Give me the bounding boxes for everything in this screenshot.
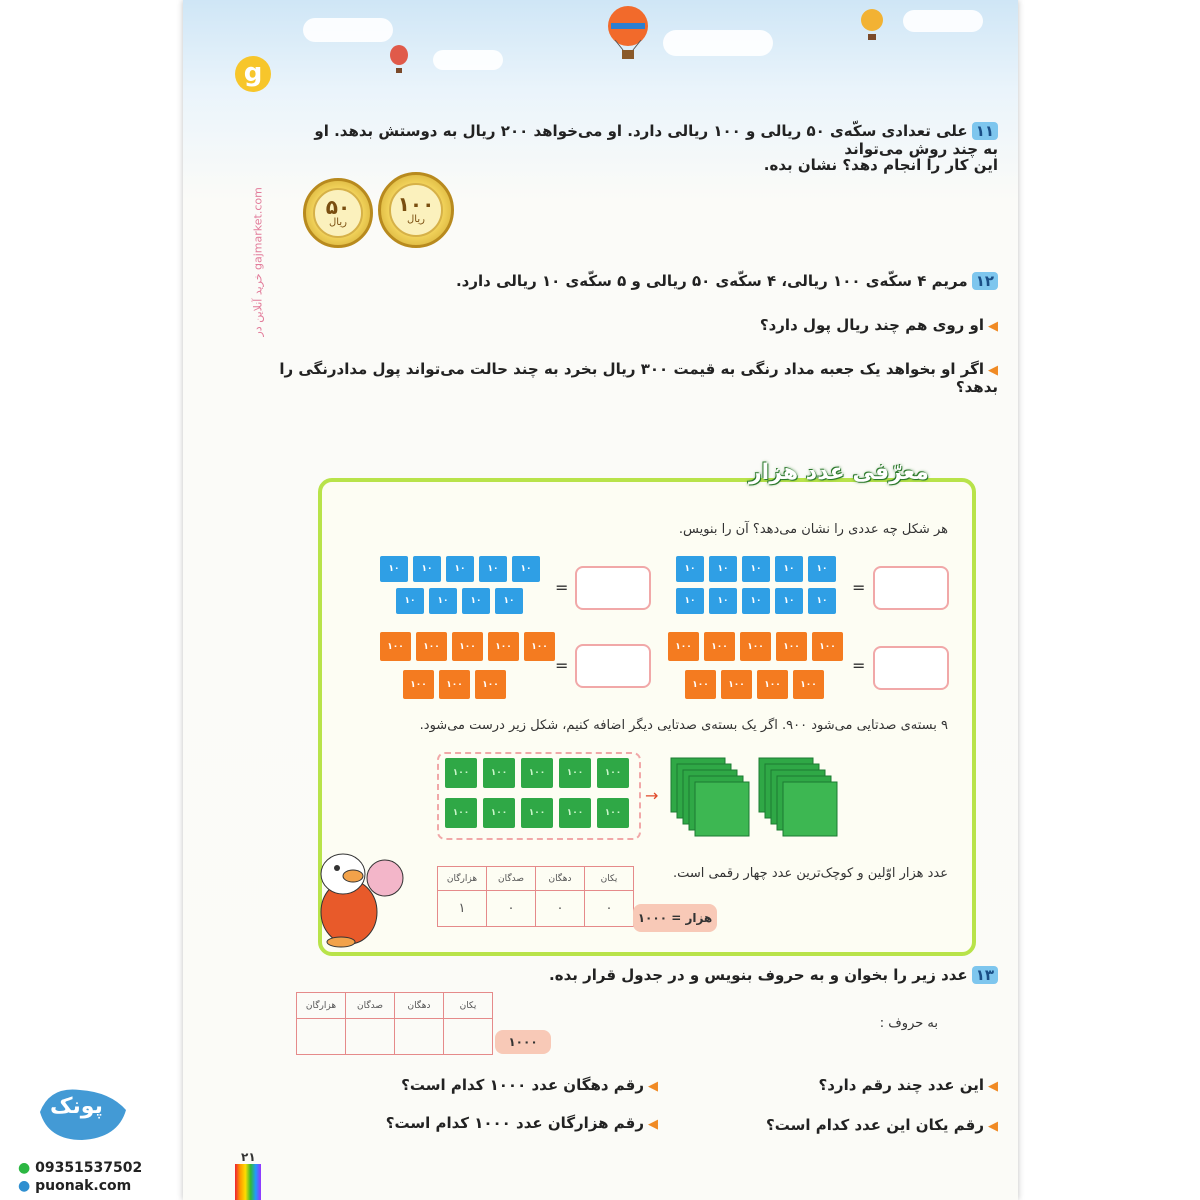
blue-tile: ۱۰ [775, 588, 803, 614]
whatsapp-icon: ● [18, 1160, 31, 1176]
bullet-icon: ◀ [988, 1119, 998, 1134]
orange-tile: ۱۰۰ [812, 632, 843, 661]
q13-bullet3: ◀رقم یکان این عدد کدام است؟ [766, 1116, 998, 1134]
orange-tile: ۱۰۰ [416, 632, 447, 661]
q12-bullet1: ◀او روی هم چند ریال پول دارد؟ [759, 316, 998, 334]
q13-in-letters: به حروف : [879, 1016, 938, 1031]
answer-cell[interactable] [346, 1019, 395, 1055]
green-tile: ۱۰۰ [521, 798, 553, 828]
coin-50: ۵۰ ریال [303, 178, 373, 248]
orange-tile: ۱۰۰ [439, 670, 470, 699]
blue-tile: ۱۰ [808, 588, 836, 614]
blue-tile: ۱۰ [808, 556, 836, 582]
blue-tile: ۱۰ [775, 556, 803, 582]
watermark-site: ● puonak.com [18, 1178, 132, 1194]
bullet-icon: ◀ [988, 363, 998, 378]
orange-tile: ۱۰۰ [740, 632, 771, 661]
q13-text: ۱۳عدد زیر را بخوان و به حروف بنویس و در جدول قرار بده. [298, 966, 998, 984]
section-title: معرّفی عدد هزار [749, 460, 929, 485]
blue-tile: ۱۰ [479, 556, 507, 582]
q13-place-value-table: هزارگان صدگان دهگان یکان [296, 992, 493, 1055]
section-text2: ۹ بسته‌ی صدتایی می‌شود ۹۰۰. اگر یک بسته‌ی صدتایی دیگر اضافه کنیم، شکل زیر درست می‌شود. [419, 718, 948, 733]
answer-box[interactable] [575, 566, 651, 610]
q11-line1: ۱۱علی تعدادی سکّه‌ی ۵۰ ریالی و ۱۰۰ ریالی دارد. او می‌خواهد ۲۰۰ ریال به دوستش بدهد. او به چند روش می‌تواند [314, 122, 998, 158]
cloud [433, 50, 503, 70]
orange-tile: ۱۰۰ [524, 632, 555, 661]
green-tile: ۱۰۰ [597, 758, 629, 788]
blue-tile: ۱۰ [446, 556, 474, 582]
green-tile: ۱۰۰ [483, 798, 515, 828]
q12-number: ۱۲ [972, 272, 998, 290]
bullet-icon: ◀ [988, 319, 998, 334]
blue-tile: ۱۰ [709, 556, 737, 582]
section-instruction: هر شکل چه عددی را نشان می‌دهد؟ آن را بنویس. [678, 522, 948, 537]
blue-tile: ۱۰ [742, 588, 770, 614]
blue-tile: ۱۰ [676, 588, 704, 614]
thousand-equation: هزار = ۱۰۰۰ [633, 904, 717, 932]
blue-tile: ۱۰ [512, 556, 540, 582]
green-tile: ۱۰۰ [483, 758, 515, 788]
q11-number: ۱۱ [972, 122, 998, 140]
blue-tile: ۱۰ [380, 556, 408, 582]
orange-tile: ۱۰۰ [721, 670, 752, 699]
answer-cell[interactable] [297, 1019, 346, 1055]
watermark-logo [30, 1082, 140, 1144]
cloud [663, 30, 773, 56]
q11-line2: این کار را انجام دهد؟ نشان بده. [763, 156, 998, 174]
equals-sign: = [555, 578, 569, 597]
rainbow-strip [235, 1164, 261, 1200]
thousand-intro-box [318, 478, 976, 956]
orange-tile: ۱۰۰ [685, 670, 716, 699]
orange-tile: ۱۰۰ [668, 632, 699, 661]
answer-box[interactable] [873, 566, 949, 610]
place-value-table: هزارگان صدگان دهگان یکان ۱ ۰ ۰ ۰ [437, 866, 634, 927]
globe-icon: ● [18, 1178, 31, 1194]
cartoon-bird-icon [301, 842, 411, 950]
equals-sign: = [852, 656, 866, 675]
hot-air-balloon-icon [603, 4, 653, 64]
publisher-logo: g [235, 56, 271, 92]
hot-air-balloon-icon [388, 44, 410, 76]
blue-tile: ۱۰ [429, 588, 457, 614]
orange-tile: ۱۰۰ [776, 632, 807, 661]
bullet-icon: ◀ [648, 1117, 658, 1132]
q13-bullet1: ◀این عدد چند رقم دارد؟ [818, 1076, 998, 1094]
watermark-phone: ● 09351537502 [18, 1160, 143, 1176]
arrow-right-icon: → [645, 786, 659, 805]
answer-cell[interactable] [444, 1019, 493, 1055]
bullet-icon: ◀ [648, 1079, 658, 1094]
orange-tile: ۱۰۰ [380, 632, 411, 661]
q13-number: ۱۳ [972, 966, 998, 984]
answer-box[interactable] [873, 646, 949, 690]
brand-side-text: خرید آنلاین در gajmarket.com [251, 187, 265, 337]
q13-bullet4: ◀رقم هزارگان عدد ۱۰۰۰ کدام است؟ [385, 1114, 658, 1132]
blue-tile: ۱۰ [413, 556, 441, 582]
orange-tile: ۱۰۰ [793, 670, 824, 699]
orange-tile: ۱۰۰ [488, 632, 519, 661]
green-tile: ۱۰۰ [597, 798, 629, 828]
section-text3: عدد هزار اوّلین و کوچک‌ترین عدد چهار رقمی است. [672, 866, 948, 881]
equals-sign: = [555, 656, 569, 675]
thousand-cube-stacks [667, 752, 847, 844]
cloud [303, 18, 393, 42]
watermark-brand: پونک [50, 1094, 103, 1119]
bullet-icon: ◀ [988, 1079, 998, 1094]
green-tile: ۱۰۰ [521, 758, 553, 788]
orange-tile: ۱۰۰ [757, 670, 788, 699]
orange-tile: ۱۰۰ [403, 670, 434, 699]
blue-tile: ۱۰ [676, 556, 704, 582]
equals-sign: = [852, 578, 866, 597]
q13-number-pill: ۱۰۰۰ [495, 1030, 551, 1054]
blue-tile: ۱۰ [742, 556, 770, 582]
q12-line1: ۱۲مریم ۴ سکّه‌ی ۱۰۰ ریالی، ۴ سکّه‌ی ۵۰ ریالی و ۵ سکّه‌ی ۱۰ ریالی دارد. [298, 272, 998, 290]
orange-tile: ۱۰۰ [452, 632, 483, 661]
coin-100: ۱۰۰ ریال [378, 172, 454, 248]
orange-tile: ۱۰۰ [704, 632, 735, 661]
green-tile: ۱۰۰ [559, 798, 591, 828]
green-tile: ۱۰۰ [559, 758, 591, 788]
green-tile: ۱۰۰ [445, 798, 477, 828]
cloud [903, 10, 983, 32]
orange-tile: ۱۰۰ [475, 670, 506, 699]
answer-cell[interactable] [395, 1019, 444, 1055]
hot-air-balloon-icon [859, 8, 885, 42]
blue-tile: ۱۰ [495, 588, 523, 614]
blue-tile: ۱۰ [396, 588, 424, 614]
book-page [183, 0, 1018, 1200]
answer-box[interactable] [575, 644, 651, 688]
q12-bullet2: ◀اگر او بخواهد یک جعبه مداد رنگی به قیمت ۳۰۰ ریال بخرد به چند حالت می‌تواند پول مدادرنگی را بدهد؟ [279, 360, 998, 396]
blue-tile: ۱۰ [709, 588, 737, 614]
q13-bullet2: ◀رقم دهگان عدد ۱۰۰۰ کدام است؟ [401, 1076, 658, 1094]
page-number: ۲۱ [241, 1150, 256, 1164]
green-tile: ۱۰۰ [445, 758, 477, 788]
blue-tile: ۱۰ [462, 588, 490, 614]
